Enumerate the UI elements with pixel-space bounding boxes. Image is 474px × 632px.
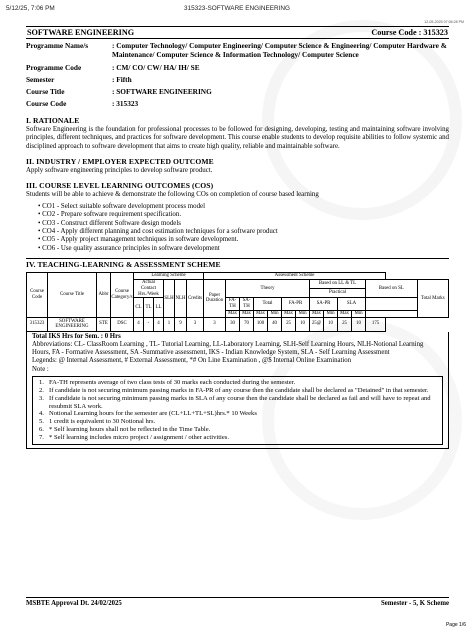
cell: -	[144, 317, 154, 331]
print-datetime: 5/12/25, 7:06 PM	[6, 5, 55, 12]
th-max: Max	[310, 311, 324, 318]
th-max: Max	[338, 311, 352, 318]
info-value: : CM/ CO/ CW/ HA/ IH/ SE	[112, 62, 200, 72]
co-item: • CO3 - Construct different Software design models	[38, 220, 449, 228]
outcome-text: Apply software engineering principles to develop software product.	[26, 167, 213, 174]
cell: 25@	[310, 317, 324, 331]
th-blank	[366, 311, 418, 318]
th-based-sl: Based on SL	[366, 280, 418, 298]
note-text: * Self learning hours shall not be reflected in the Time Table.	[49, 426, 211, 434]
th-learning-scheme: Learning Scheme	[134, 273, 204, 280]
course-heading	[26, 26, 449, 39]
info-value: : 315323	[112, 99, 139, 109]
th-max: Max	[226, 311, 240, 318]
info-value: : SOFTWARE ENGINEERING	[112, 87, 212, 97]
th-fa-th: FA-TH	[226, 298, 240, 311]
cell: STE	[97, 317, 111, 331]
note-text: * Self learning includes micro project / assignment / other activities.	[49, 434, 229, 442]
note-label: Note :	[32, 365, 49, 373]
cell: SOFTWARE ENGINEERING	[48, 317, 97, 331]
th-blank	[366, 298, 418, 311]
cell: 315323	[27, 317, 48, 331]
th-credits: Credits	[187, 280, 204, 318]
cell: 10	[296, 317, 310, 331]
co-item: • CO2 - Prepare software requirement specification.	[38, 211, 449, 219]
footer-approval: MSBTE Approval Dt. 24/02/2025	[26, 600, 122, 607]
cell: 25	[338, 317, 352, 331]
note-item: 1. FA-TH represents average of two class tests of 30 marks each conducted during the semester.	[39, 378, 296, 386]
cos-heading: III. COURSE LEVEL LEARNING OUTCOMES (COS)	[26, 181, 214, 191]
co-item: • CO4 - Apply different planning and cost estimation techniques for a software product	[38, 228, 449, 236]
th-category: Course Category/s	[111, 273, 134, 318]
cell: 100	[254, 317, 268, 331]
th-based-ll-tl: Based on LL & TL	[310, 280, 366, 289]
note-item: 4. Notional Learning hours for the semester are (CL+LL+TL+SL)hrs.* 10 Weeks	[39, 410, 257, 418]
co-item: • CO6 - Use quality assurance principles in software development	[38, 245, 449, 253]
th-max: Max	[240, 311, 254, 318]
info-key: Programme Name/s	[26, 41, 89, 50]
th-course-code: Course Code	[27, 273, 48, 318]
th-total-marks: Total Marks	[417, 280, 448, 318]
cell: 25	[282, 317, 296, 331]
total-iks: Total IKS Hrs for Sem. : 0 Hrs	[32, 332, 121, 340]
th-min: Min	[352, 311, 366, 318]
footer-semester: Semester - 5, K Scheme	[380, 600, 449, 607]
th-sa-th: SA-TH	[240, 298, 254, 311]
scheme-heading: IV. TEACHING-LEARNING & ASSESSMENT SCHEME	[26, 258, 449, 270]
cell: 3	[187, 317, 204, 331]
th-total: Total	[254, 298, 282, 311]
cell: 70	[240, 317, 254, 331]
note-item: 2. If candidate is not securing minimum passing marks in FA-PR of any course then the candidate shall be declared as "Detained" in that semester.	[39, 386, 429, 394]
course-info	[26, 41, 449, 109]
cell: 4	[154, 317, 164, 331]
th-ll: LL	[154, 298, 164, 317]
info-programme-name	[26, 41, 449, 60]
th-max: Max	[254, 311, 268, 318]
cos-intro: Students will be able to achieve & demonstrate the following COs on completion of course based learning	[26, 191, 319, 199]
th-max: Max	[282, 311, 296, 318]
note-item: 5. 1 credit is equivalent to 30 Notional hrs.	[39, 418, 156, 426]
note-item: 7. * Self learning includes micro project / assignment / other activities.	[39, 434, 229, 442]
note-text: Notional Learning hours for the semester are (CL+LL+TL+SL)hrs.* 10 Weeks	[49, 410, 257, 418]
note-text: If candidate is not securing minimum passing marks in FA-PR of any course then the candidate shall be declared as "Detained" in that semester.	[49, 386, 429, 394]
th-min: Min	[268, 311, 282, 318]
legends: Legends: @ Internal Assessment, # External Assessment, *# On Line Examination , @$ Internal Online Examination	[32, 357, 352, 365]
th-paper-duration: Paper Duration	[204, 280, 226, 318]
info-course-title	[26, 87, 449, 96]
rationale-heading: I. RATIONALE	[26, 115, 80, 125]
th-assessment-scheme: Assessment Scheme	[204, 273, 386, 280]
browser-print-header	[0, 0, 474, 18]
note-text: If candidate is not securing minimum passing marks in SLA of any course then the candidate shall be declared as fail and will have to repeat and resubmit SLA work.	[49, 394, 431, 410]
cell: 10	[324, 317, 338, 331]
note-item: 3. If candidate is not securing minimum passing marks in SLA of any course then the candidate shall be declared as fail and will have to repeat and resubmit SLA work.	[39, 395, 438, 411]
th-abbr: Abbr	[97, 273, 111, 318]
course-heading-code: Course Code : 315323	[371, 28, 448, 37]
info-value: : Fifth	[112, 74, 132, 84]
co-list	[26, 203, 449, 253]
abbreviations: Abbreviations: CL- ClassRoom Learning , TL- Tutorial Learning, LL-Laboratory Learning, SLH-Self Learning Hours, NLH-Notional Learning Hours, FA - Formative Assessment, SA -Summative assessment, IKS - Indian Knowledge System, SLA - Self Learning Assessment	[32, 341, 424, 357]
cell: 40	[268, 317, 282, 331]
cell: 175	[366, 317, 386, 331]
page-number: Page 1/6	[445, 622, 466, 628]
th-sa-pr: SA-PR	[310, 298, 338, 311]
cell: 3	[204, 317, 226, 331]
th-practical: Practical	[310, 289, 366, 298]
page-footer	[26, 597, 449, 607]
table-row	[27, 317, 449, 331]
th-fa-pr: FA-PR	[282, 298, 310, 311]
notes-box	[32, 376, 443, 445]
th-actual-contact: Actual Contact Hrs./Week	[134, 280, 164, 298]
scheme-summary	[26, 332, 449, 449]
note-text: 1 credit is equivalent to 30 Notional hrs.	[49, 418, 156, 426]
note-item: 6. * Self learning hours shall not be reflected in the Time Table.	[39, 426, 211, 434]
co-item: • CO1 - Select suitable software development process model	[38, 203, 449, 211]
th-course-title: Course Title	[48, 273, 97, 318]
cell: DSC	[111, 317, 134, 331]
th-slh: SLH	[164, 280, 175, 318]
note-text: FA-TH represents average of two class tests of 30 marks each conducted during the semester.	[49, 378, 296, 386]
scheme-table	[26, 272, 449, 332]
info-key: Course Title	[26, 87, 65, 97]
th-min: Min	[324, 311, 338, 318]
course-heading-name: SOFTWARE ENGINEERING	[27, 28, 135, 37]
cell: 10	[352, 317, 366, 331]
cell: 30	[226, 317, 240, 331]
cell: 4	[134, 317, 144, 331]
th-sla: SLA	[338, 298, 366, 311]
info-programme-code	[26, 63, 449, 72]
document-page	[26, 26, 449, 449]
th-min: Min	[296, 311, 310, 318]
cell: 9	[175, 317, 187, 331]
rationale-text: Software Engineering is the foundation for professional processes to be followed for designing, developing, testing and maintaining software involving principles, different techniques, and practices for software development. This course enable students to develop requisite abilities to follow systemic and disciplined approach to software development that aims to create high quality, reliable and maintainable software.	[26, 125, 449, 150]
info-semester	[26, 75, 449, 84]
outcome-heading: II. INDUSTRY / EMPLOYER EXPECTED OUTCOME	[26, 157, 214, 166]
info-key: Course Code	[26, 99, 67, 109]
co-item: • CO5 - Apply project management techniques in software development.	[38, 236, 449, 244]
info-course-code	[26, 99, 449, 108]
th-tl: TL	[144, 298, 154, 317]
info-key: Programme Code	[26, 62, 82, 72]
info-key: Semester	[26, 74, 55, 84]
generated-stamp: 12-05-2025 07:06:28 PM	[424, 20, 464, 24]
th-theory: Theory	[226, 280, 310, 298]
cell: 1	[164, 317, 175, 331]
th-cl: CL	[134, 298, 144, 317]
print-doc-title: 315323-SOFTWARE ENGINEERING	[184, 5, 290, 12]
info-value: : Computer Technology/ Computer Engineering/ Computer Science & Engineering/ Computer Hardware & Maintenance/ Computer Science & Information Technology/ Computer Science	[112, 41, 447, 60]
th-nlh: NLH	[175, 280, 187, 318]
